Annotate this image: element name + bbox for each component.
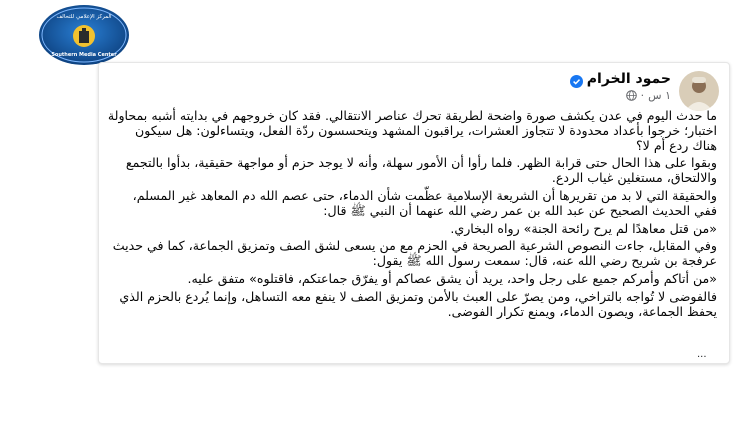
- meta-separator: ·: [640, 89, 645, 102]
- post-header: [570, 71, 719, 111]
- post-paragraph: «من أتاكم وأمركم جميع على رجل واحد، يريد أن يشق عصاكم أو يفرّق جماعتكم، فاقتلوه» متفق عليه.: [187, 270, 717, 286]
- author-row: [570, 71, 671, 87]
- media-center-logo: [38, 4, 130, 66]
- logo-bottom-text: Southern Media Center: [51, 52, 117, 58]
- post-body: [107, 109, 717, 322]
- facebook-post-card: [98, 62, 730, 364]
- see-more-dots[interactable]: ...: [697, 349, 707, 360]
- post-paragraph: وفي المقابل، جاءت النصوص الشرعية الصريحة في الحزم مع من يسعى لشق الصف وتمزيق الجماعة، كما في حديث عرفجة بن شريح رضي الله عنه، قال: سمعت رسول الله ﷺ يقول:: [112, 238, 717, 269]
- post-paragraph: ما حدث اليوم في عدن يكشف صورة واضحة لطريقة تحرك عناصر الانتقالي. فقد كان خروجهم في بدايته أشبه بمحاولة اختبار؛ خرجوا بأعداد محدودة لا تتجاوز العشرات، يراقبون المشهد ويتحسسون ردّة الفعل، ويتساءلون: هل سيكون هناك ردع أم لا؟: [107, 108, 717, 153]
- globe-icon: [626, 90, 637, 101]
- verified-badge-icon: [570, 73, 583, 86]
- post-paragraph: وبقوا على هذا الحال حتى قرابة الظهر. فلما رأوا أن الأمور سهلة، وأنه لا يوجد حزم أو مواجهة حقيقية، بدأوا بالتجمع والالتحاق، مستغلين غياب الردع.: [125, 155, 717, 186]
- author-block: [570, 71, 671, 102]
- post-paragraph: والحقيقة التي لا بد من تقريرها أن الشريعة الإسلامية عظّمت شأن الدماء، حتى عصم الله دم المعاهد غير المسلم، ففي الحديث الصحيح عن عبد الله بن عمر رضي الله عنهما أن النبي ﷺ قال:: [132, 187, 717, 218]
- post-time[interactable]: ١ س: [648, 89, 671, 102]
- logo-top-text: المركز الإعلامي للتحالف: [56, 14, 112, 20]
- post-meta: [626, 89, 671, 102]
- post-paragraph: «من قتل معاهدًا لم يرح رائحة الجنة» رواه البخاري.: [450, 220, 717, 236]
- avatar[interactable]: [679, 71, 719, 111]
- post-paragraph: فالفوضى لا تُواجه بالتراخي، ومن يصرّ على العبث بالأمن وتمزيق الصف لا ينفع معه التساهل، وإنما يُردع بالحزم الذي يحفظ الجماعة، ويصون الدماء، ويمنع تكرار الفوضى.: [119, 288, 717, 319]
- author-name[interactable]: حمود الخرام: [586, 71, 671, 87]
